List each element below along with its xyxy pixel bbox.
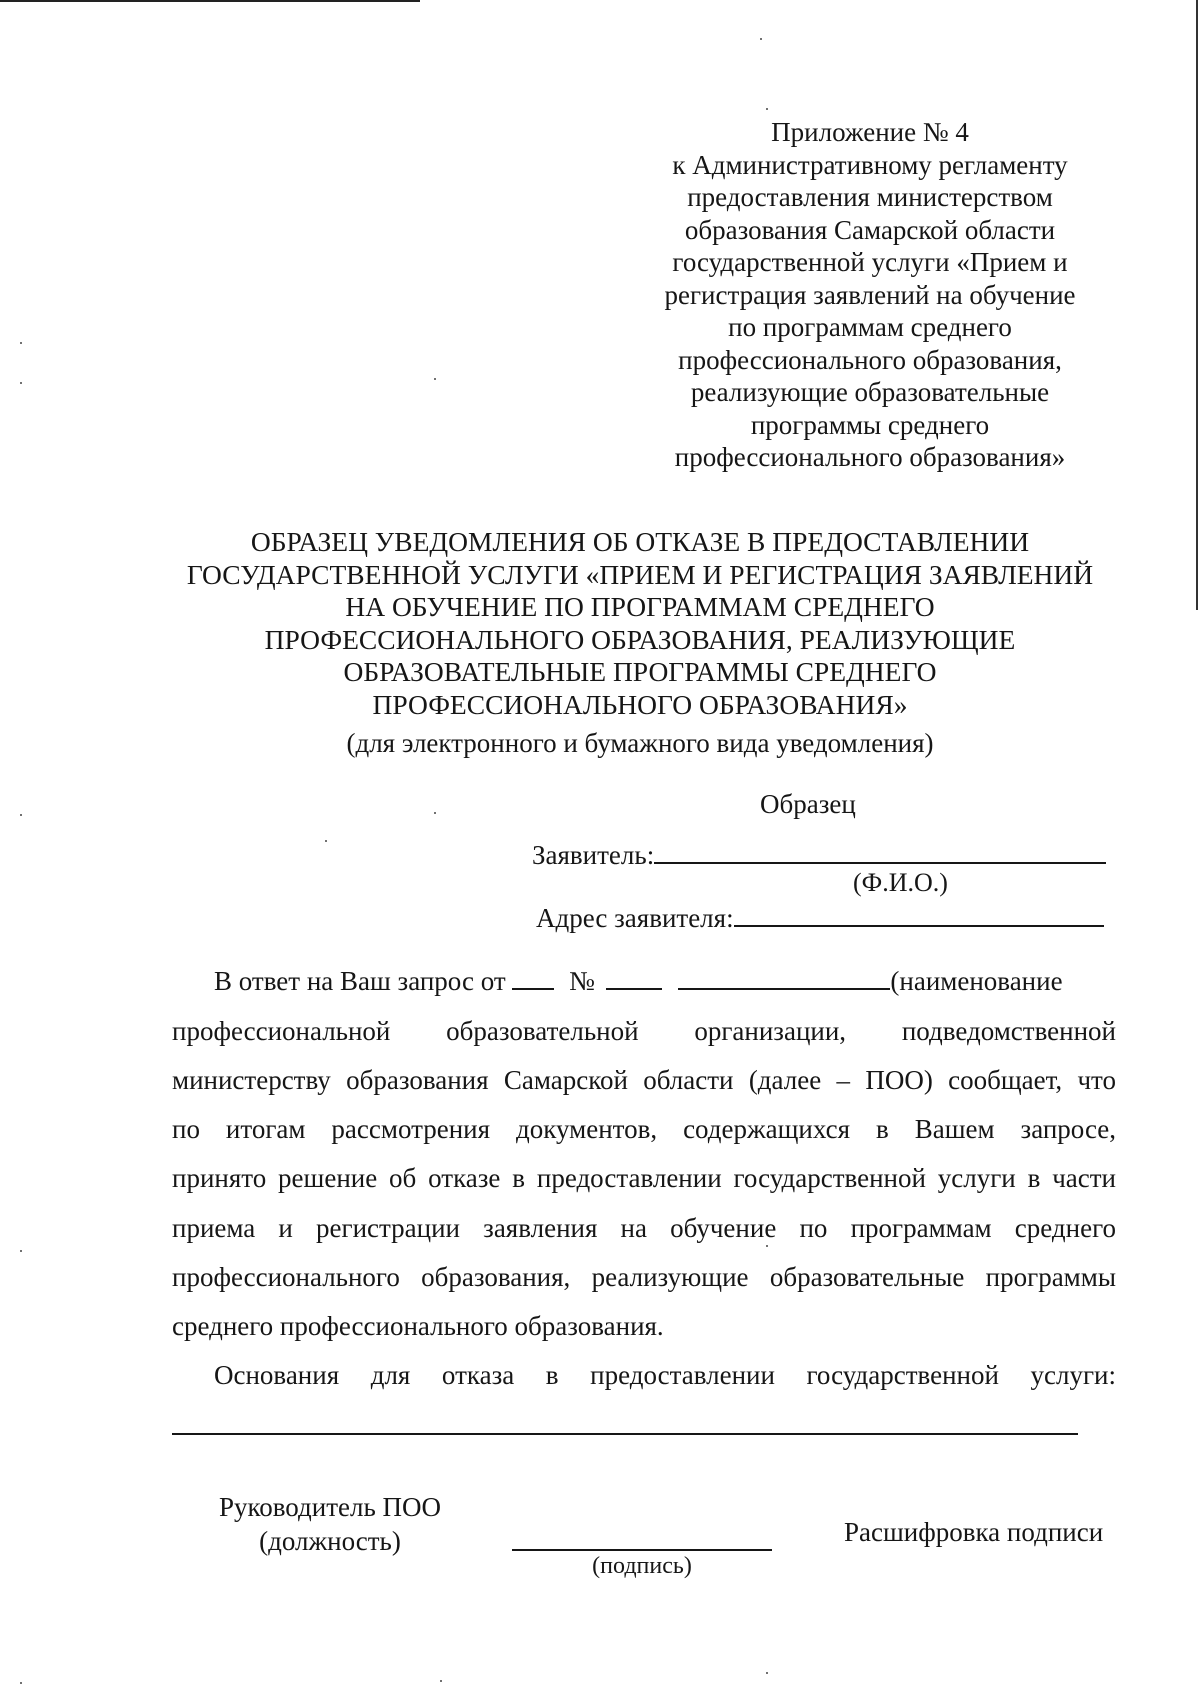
scan-edge-right: [1196, 0, 1198, 610]
body-line: профессионального образования, реализующие образовательные программы: [172, 1262, 1116, 1292]
applicant-row: [532, 838, 1106, 871]
appendix-line: государственной услуги «Прием и: [672, 247, 1068, 277]
signatory-title: Руководитель ПОО: [218, 1492, 442, 1522]
scan-speck: [766, 108, 768, 110]
document-title: [130, 526, 1150, 721]
title-line: ОБРАЗЕЦ УВЕДОМЛЕНИЯ ОБ ОТКАЗЕ В ПРЕДОСТАВЛЕНИИ: [250, 526, 1030, 557]
scan-speck: [20, 1682, 22, 1684]
signature-decoding: Расшифровка подписи: [844, 1517, 1104, 1547]
title-line: ПРОФЕССИОНАЛЬНОГО ОБРАЗОВАНИЯ»: [372, 688, 908, 720]
sample-label: Образец: [760, 789, 856, 819]
body-line-last: среднего профессионального образования.: [172, 1311, 664, 1341]
request-date-field[interactable]: [512, 966, 554, 990]
address-field[interactable]: [734, 901, 1104, 927]
title-line: ПРОФЕССИОНАЛЬНОГО ОБРАЗОВАНИЯ, РЕАЛИЗУЮЩИЕ: [264, 623, 1016, 655]
appendix-line: образования Самарской области: [684, 214, 1056, 245]
appendix-line: профессионального образования»: [674, 442, 1066, 472]
scan-speck: [434, 378, 436, 380]
appendix-line: предоставления министерством: [687, 182, 1053, 212]
scan-speck: [20, 342, 22, 344]
title-line: ГОСУДАРСТВЕННОЙ УСЛУГИ «ПРИЕМ И РЕГИСТРАЦИЯ ЗАЯВЛЕНИЙ: [186, 558, 1094, 590]
grounds-line: Основания для отказа в предоставлении государственной услуги:: [214, 1360, 1116, 1390]
scan-speck: [440, 1680, 442, 1682]
applicant-label: Заявитель:: [532, 840, 655, 870]
request-text: В ответ на Ваш запрос от: [214, 966, 506, 996]
organization-name-field[interactable]: [678, 966, 890, 990]
signatory-block: [200, 1490, 460, 1558]
scan-speck: [760, 38, 762, 40]
address-row: [536, 901, 1104, 934]
appendix-line: Приложение № 4: [771, 117, 969, 147]
appendix-line: по программам среднего: [728, 312, 1012, 342]
applicant-caption: (Ф.И.О.): [853, 868, 948, 897]
body-line: министерству образования Самарской области (далее – ПОО) сообщает, что: [172, 1065, 1116, 1095]
body-line: по итогам рассмотрения документов, содержащихся в Вашем запросе,: [172, 1114, 1116, 1144]
body-line: приема и регистрации заявления на обучение по программам среднего: [172, 1213, 1116, 1243]
organization-caption: (наименование: [890, 966, 1063, 996]
scan-speck: [766, 1245, 768, 1247]
grounds-field[interactable]: [172, 1433, 1078, 1435]
signature-field[interactable]: [512, 1549, 772, 1551]
body-line: принято решение об отказе в предоставлении государственной услуги в части: [172, 1163, 1116, 1193]
title-line: НА ОБУЧЕНИЕ ПО ПРОГРАММАМ СРЕДНЕГО: [345, 591, 935, 622]
scan-speck: [20, 382, 22, 384]
body-line: профессиональной образовательной организации, подведомственной: [172, 1016, 1116, 1046]
number-sign: №: [569, 966, 595, 996]
appendix-header: [640, 116, 1100, 474]
request-number-field[interactable]: [606, 966, 662, 990]
scan-speck: [766, 1672, 768, 1674]
scan-edge-top: [0, 0, 420, 2]
appendix-line: реализующие образовательные: [690, 377, 1050, 407]
appendix-line: программы среднего: [750, 409, 990, 440]
appendix-line: к Административному регламенту: [672, 149, 1068, 180]
applicant-name-field[interactable]: [654, 838, 1106, 864]
appendix-line: профессионального образования,: [678, 344, 1062, 375]
scan-speck: [434, 812, 436, 814]
address-label: Адрес заявителя:: [536, 903, 734, 933]
scan-speck: [325, 840, 327, 842]
appendix-line: регистрация заявлений на обучение: [664, 279, 1076, 310]
signatory-position: (должность): [259, 1526, 401, 1556]
document-subtitle: (для электронного и бумажного вида уведомления): [346, 728, 934, 758]
signature-caption: (подпись): [592, 1553, 692, 1579]
body-line-1: [214, 965, 1116, 997]
scan-speck: [20, 1250, 22, 1252]
title-line: ОБРАЗОВАТЕЛЬНЫЕ ПРОГРАММЫ СРЕДНЕГО: [343, 656, 937, 687]
scan-speck: [20, 814, 22, 816]
